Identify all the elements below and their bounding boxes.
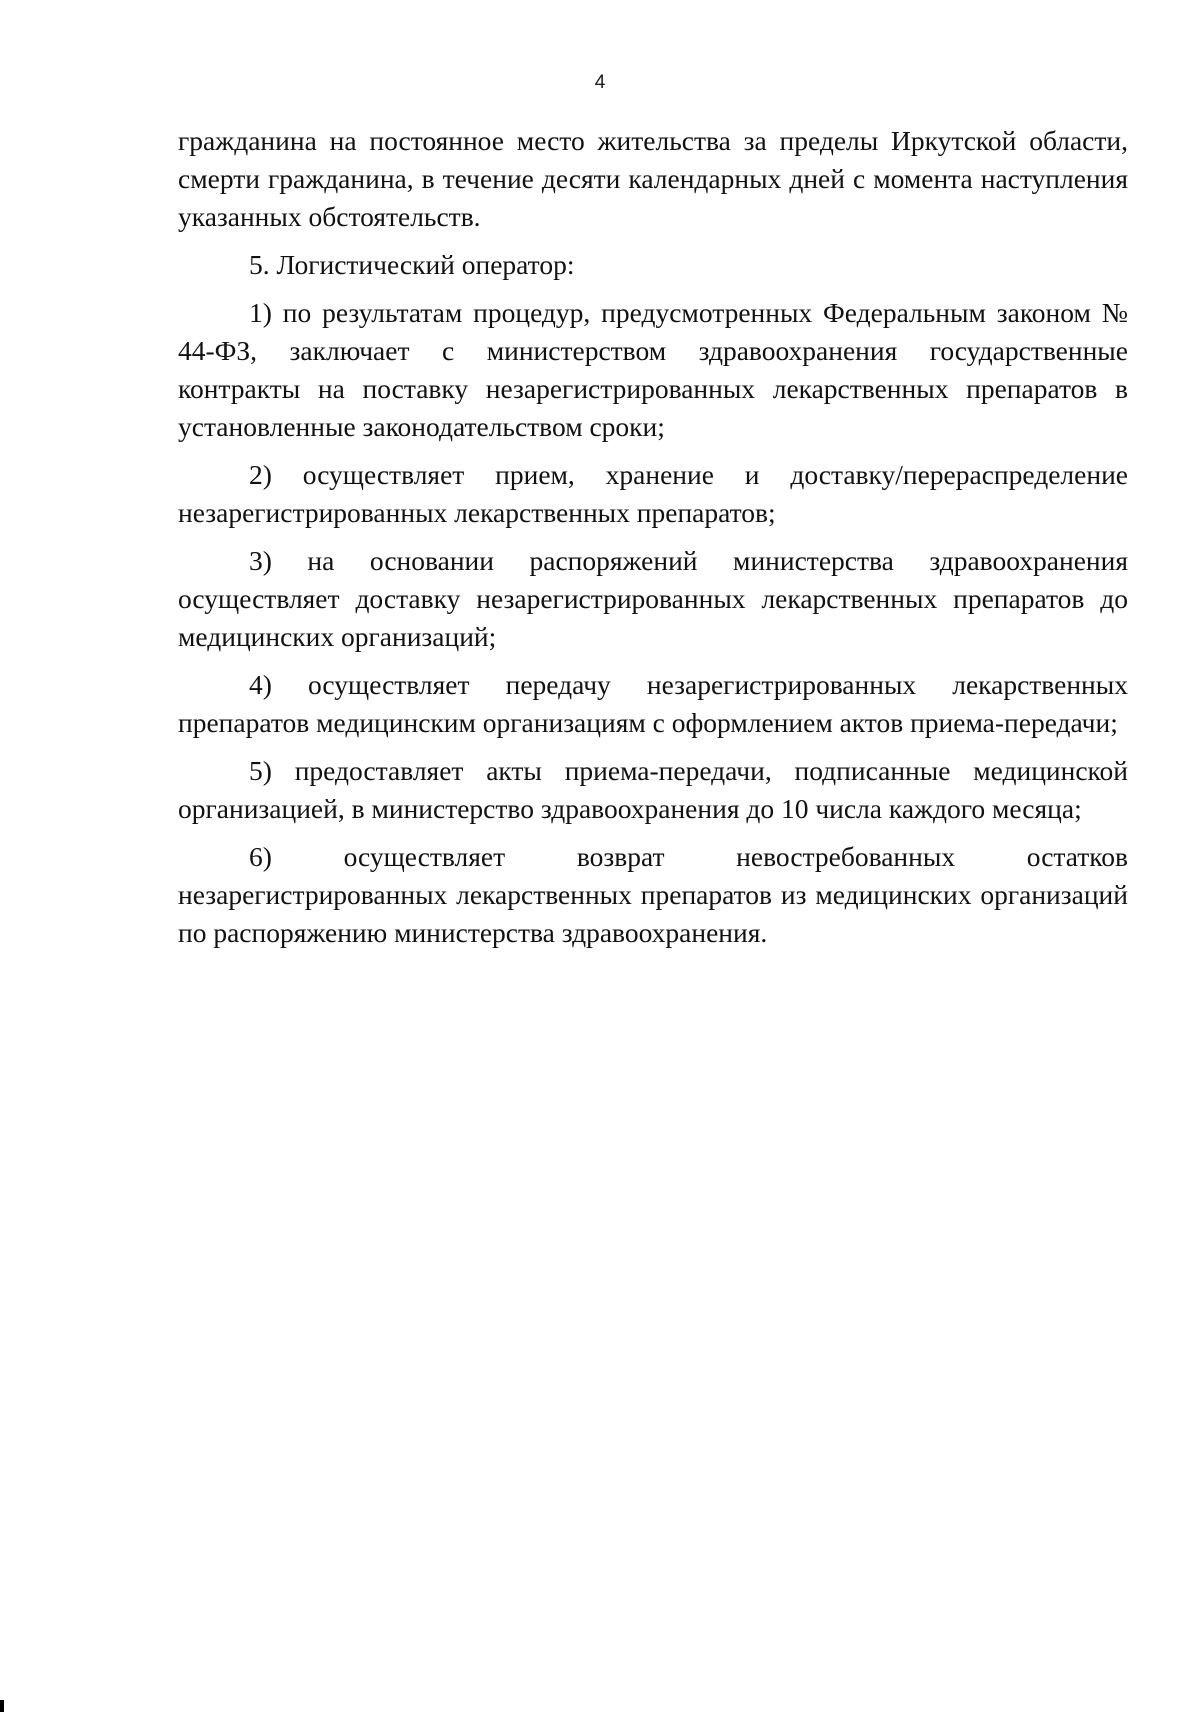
paragraph-item-2: 2) осуществляет прием, хранение и доставку/перераспределение незарегистрированных лекарственных препаратов; — [178, 459, 1128, 528]
paragraph-item-1: 1) по результатам процедур, предусмотренных Федеральным законом № 44-ФЗ, заключает с министерством здравоохранения государственные контракты на поставку незарегистрированных лекарственных препаратов в установленные законодательством сроки; — [178, 297, 1128, 442]
paragraph-item-6: 6) осуществляет возврат невостребованных остатков незарегистрированных лекарственных препаратов из медицинских организаций по распоряжению министерства здравоохранения. — [178, 841, 1128, 948]
document-body — [178, 122, 1128, 962]
paragraph-item-4: 4) осуществляет передачу незарегистрированных лекарственных препаратов медицинским организациям с оформлением актов приема-передачи; — [178, 669, 1128, 738]
paragraph-item-5: 5) предоставляет акты приема-передачи, подписанные медицинской организацией, в министерство здравоохранения до 10 числа каждого месяца; — [178, 755, 1128, 824]
scan-edge-mark — [0, 1700, 4, 1712]
paragraph-section-5-heading: 5. Логистический оператор: — [249, 249, 575, 280]
page-number: 4 — [594, 72, 606, 93]
paragraph-continuation: гражданина на постоянное место жительства за пределы Иркутской области, смерти гражданина, в течение десяти календарных дней с момента наступления указанных обстоятельств. — [178, 125, 1128, 232]
paragraph-item-3: 3) на основании распоряжений министерства здравоохранения осуществляет доставку незарегистрированных лекарственных препаратов до медицинских организаций; — [178, 545, 1128, 652]
